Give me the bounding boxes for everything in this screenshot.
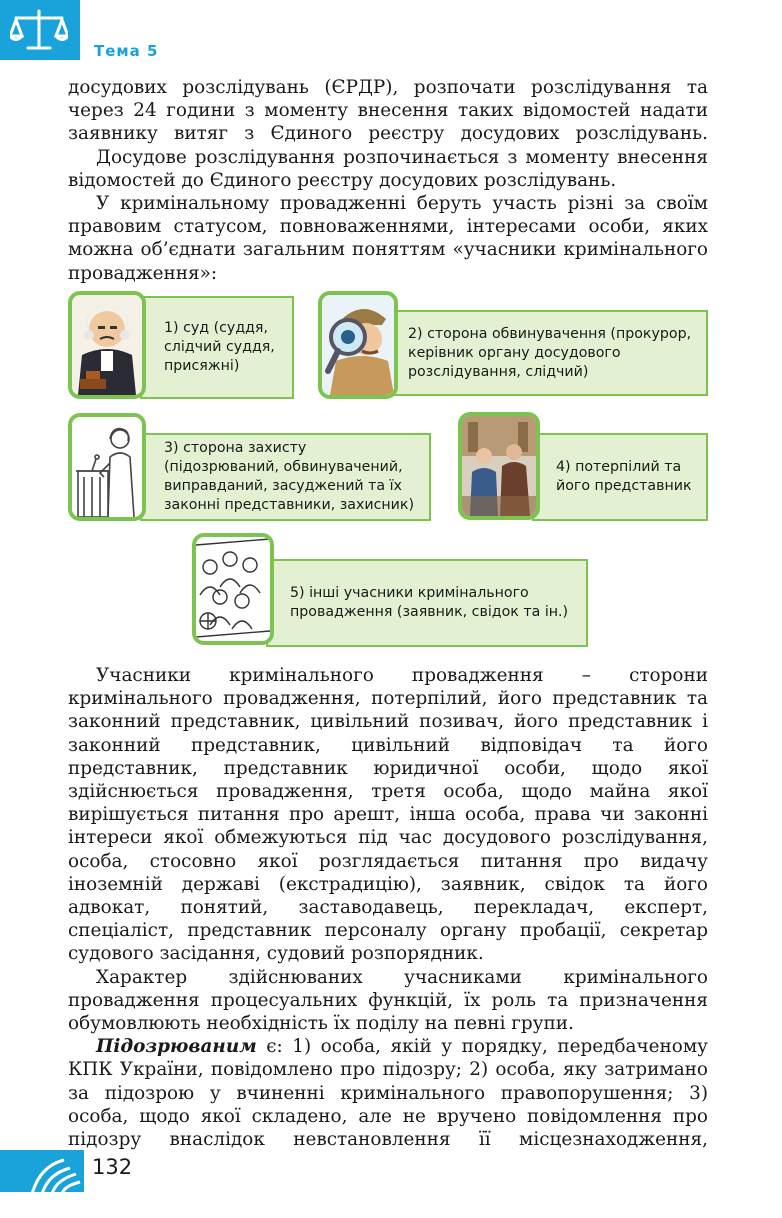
scales-of-justice-icon (10, 8, 68, 52)
defender-at-podium-icon (72, 417, 142, 517)
participant-image-others (192, 533, 274, 645)
footer-tab (0, 1150, 84, 1192)
paragraph: Учасники кримінального провадження – сторони кримінального провадження, потерпілий, його представник та законний представник, цивільний позивач, його представник і законний представник, цивільний відповідач та його представник, представник юридичної особи, щодо якої здійснюється провадження, третя особа, щодо майна якої вирішується питання про арешт, інша особа, права чи законні інтереси якої обмежуються під час досудового розслідування, особа, стосовно якої розглядається питання про видачу іноземній державі (екстрадицію), заявник, свідок та його адвокат, понятий, заставодавець, перекладач, експерт, спеціаліст, представник персоналу органу пробації, секретар судового засідання, судовий розпорядник. (68, 665, 708, 965)
definition-paragraph (68, 1035, 708, 1151)
topic-label: Тема 5 (94, 42, 159, 60)
participant-box-defense (140, 433, 431, 521)
wave-arcs-icon (0, 1150, 84, 1192)
participant-image-court (68, 291, 146, 399)
participant-box-prosecution (392, 310, 708, 396)
participant-label: 4) потерпілий та його представник (556, 459, 692, 494)
participant-label: 2) сторона обвинувачення (прокурор, керівник органу досудового розслідування, слідчий) (408, 325, 692, 380)
crowd-icon (196, 537, 270, 641)
participant-image-defense (68, 413, 146, 521)
participant-image-prosecution (318, 291, 398, 399)
definition-text: є: 1) особа, якій у порядку, передбаченому КПК України, повідомлено про підозру; 2) особа, яку затримано за підозрою у вчиненні кримінального правопорушення; 3) особа, щодо якої складено, але не вручено повідомлення про підозру внаслідок невстановлення її місцезнаходження, (68, 1036, 708, 1151)
participant-label: 1) суд (суддя, слідчий суддя, присяжні) (164, 320, 275, 374)
participant-image-victim (458, 412, 540, 520)
participant-label: 5) інші учасники кримінального провадження (заявник, свідок та ін.) (290, 585, 569, 620)
paragraph: Досудове розслідування розпочинається з моменту внесення відомостей до Єдиного реєстру досудових розслідувань. (68, 146, 708, 191)
paragraph: Характер здійснюваних учасниками кримінального провадження процесуальних функцій, їх роль та призначення обумовлюють необхідність їх поділу на певні групи. (68, 966, 708, 1035)
judge-icon (72, 295, 142, 395)
paragraph: У кримінальному провадженні беруть участь різні за своїм правовим статусом, повноваженнями, інтересами особи, яких можна об’єднати загальним поняттям «учасники кримінального провадження»: (68, 193, 708, 284)
courtroom-people-icon (462, 416, 536, 516)
page-number: 132 (92, 1155, 133, 1179)
detective-magnifier-icon (322, 295, 394, 395)
body-text-bottom (68, 664, 708, 1151)
paragraph: досудових розслідувань (ЄРДР), розпочати розслідування та через 24 години з моменту внесення таких відомостей надати заявнику витяг з Єдиного реєстру досудових розслідувань. (68, 77, 708, 145)
participant-box-court (140, 296, 294, 399)
definition-term: Підозрюваним (96, 1036, 257, 1058)
body-text-top (68, 76, 708, 285)
participant-box-victim (532, 433, 708, 521)
participant-label: 3) сторона захисту (підозрюваний, обвинувачений, виправданий, засуджений та їх законні представники, захисник) (164, 440, 414, 513)
header-tab (0, 0, 80, 60)
participant-box-others (266, 559, 588, 647)
